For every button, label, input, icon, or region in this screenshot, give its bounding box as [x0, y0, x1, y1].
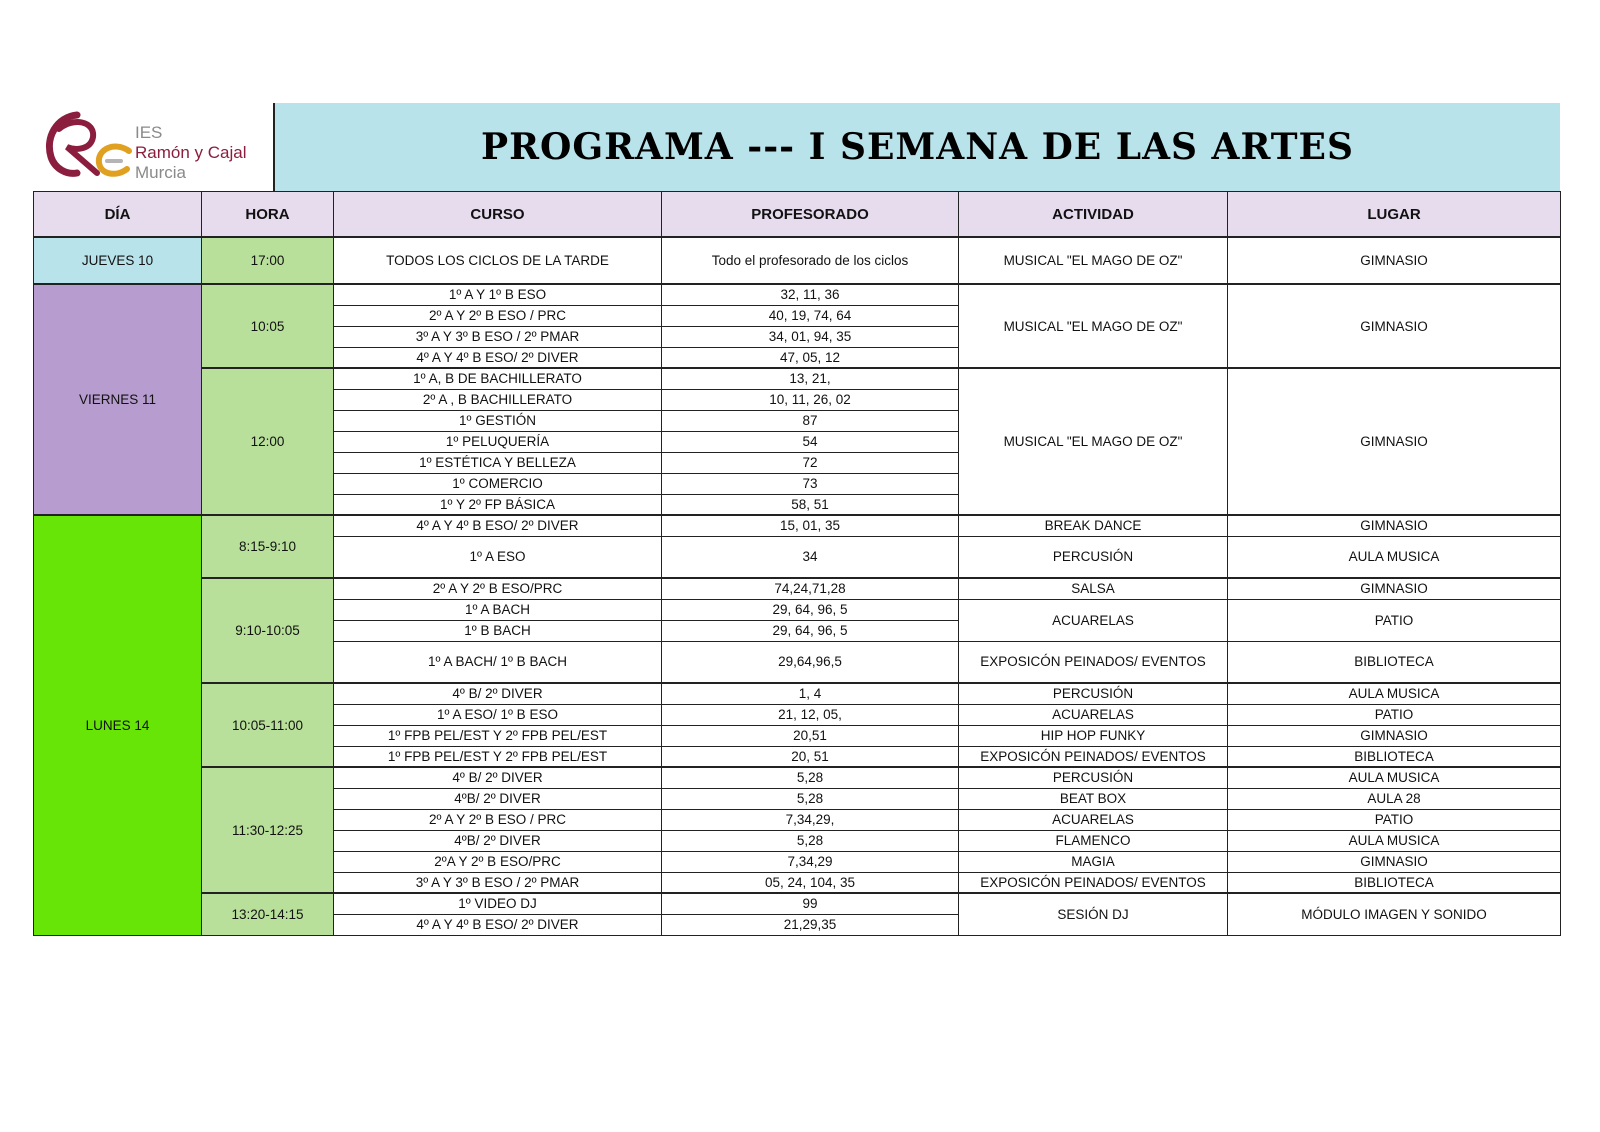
prof-cell: 34	[662, 536, 959, 578]
activity-cell: EXPOSICÓN PEINADOS/ EVENTOS	[959, 746, 1228, 767]
time-cell: 8:15-9:10	[202, 515, 334, 578]
place-cell: GIMNASIO	[1228, 578, 1561, 599]
prof-cell: 21, 12, 05,	[662, 704, 959, 725]
curso-cell: 1º A ESO/ 1º B ESO	[334, 704, 662, 725]
page-header	[33, 103, 1560, 191]
prof-cell: 40, 19, 74, 64	[662, 305, 959, 326]
prof-cell: 5,28	[662, 767, 959, 788]
table-row	[34, 683, 1561, 704]
table-row	[34, 368, 1561, 389]
logo-line-ies: IES	[135, 123, 163, 142]
prof-cell: 1, 4	[662, 683, 959, 704]
prof-cell: 73	[662, 473, 959, 494]
time-cell: 11:30-12:25	[202, 767, 334, 893]
curso-cell: 1º FPB PEL/EST Y 2º FPB PEL/EST	[334, 746, 662, 767]
activity-cell: PERCUSIÓN	[959, 536, 1228, 578]
place-cell: BIBLIOTECA	[1228, 746, 1561, 767]
place-cell: PATIO	[1228, 599, 1561, 641]
curso-cell: 1º PELUQUERÍA	[334, 431, 662, 452]
table-row	[34, 237, 1561, 284]
table-row	[34, 893, 1561, 914]
time-cell: 10:05-11:00	[202, 683, 334, 767]
prof-cell: 05, 24, 104, 35	[662, 872, 959, 893]
prof-cell: Todo el profesorado de los ciclos	[662, 237, 959, 284]
prof-cell: 5,28	[662, 830, 959, 851]
curso-cell: 1º Y 2º FP BÁSICA	[334, 494, 662, 515]
place-cell: GIMNASIO	[1228, 725, 1561, 746]
place-cell: GIMNASIO	[1228, 237, 1561, 284]
activity-cell: BREAK DANCE	[959, 515, 1228, 536]
curso-cell: 1º A BACH/ 1º B BACH	[334, 641, 662, 683]
curso-cell: 2º A , B BACHILLERATO	[334, 389, 662, 410]
table-row	[34, 578, 1561, 599]
prof-cell: 29, 64, 96, 5	[662, 599, 959, 620]
prof-cell: 15, 01, 35	[662, 515, 959, 536]
prof-cell: 29, 64, 96, 5	[662, 620, 959, 641]
header-hora: HORA	[202, 192, 334, 238]
prof-cell: 21,29,35	[662, 914, 959, 935]
table-header-row	[34, 192, 1561, 238]
table-row	[34, 284, 1561, 305]
prof-cell: 47, 05, 12	[662, 347, 959, 368]
curso-cell: 2ºA Y 2º B ESO/PRC	[334, 851, 662, 872]
title-banner	[275, 103, 1560, 191]
activity-cell: ACUARELAS	[959, 704, 1228, 725]
curso-cell: 1º A BACH	[334, 599, 662, 620]
curso-cell: 3º A Y 3º B ESO / 2º PMAR	[334, 872, 662, 893]
prof-cell: 20,51	[662, 725, 959, 746]
prof-cell: 5,28	[662, 788, 959, 809]
curso-cell: 1º VIDEO DJ	[334, 893, 662, 914]
curso-cell: TODOS LOS CICLOS DE LA TARDE	[334, 237, 662, 284]
prof-cell: 13, 21,	[662, 368, 959, 389]
curso-cell: 1º A, B DE BACHILLERATO	[334, 368, 662, 389]
header-lugar: LUGAR	[1228, 192, 1561, 238]
curso-cell: 4º B/ 2º DIVER	[334, 683, 662, 704]
place-cell: AULA MUSICA	[1228, 683, 1561, 704]
curso-cell: 1º A ESO	[334, 536, 662, 578]
logo-line-name: Ramón y Cajal	[135, 143, 247, 162]
place-cell: AULA MUSICA	[1228, 767, 1561, 788]
place-cell: BIBLIOTECA	[1228, 641, 1561, 683]
place-cell: MÓDULO IMAGEN Y SONIDO	[1228, 893, 1561, 935]
curso-cell: 1º ESTÉTICA Y BELLEZA	[334, 452, 662, 473]
curso-cell: 4º A Y 4º B ESO/ 2º DIVER	[334, 515, 662, 536]
curso-cell: 1º GESTIÓN	[334, 410, 662, 431]
activity-cell: MUSICAL "EL MAGO DE OZ"	[959, 237, 1228, 284]
curso-cell: 4º A Y 4º B ESO/ 2º DIVER	[334, 914, 662, 935]
place-cell: PATIO	[1228, 704, 1561, 725]
header-profesorado: PROFESORADO	[662, 192, 959, 238]
activity-cell: PERCUSIÓN	[959, 683, 1228, 704]
prof-cell: 20, 51	[662, 746, 959, 767]
prof-cell: 7,34,29,	[662, 809, 959, 830]
place-cell: PATIO	[1228, 809, 1561, 830]
activity-cell: BEAT BOX	[959, 788, 1228, 809]
table-row	[34, 767, 1561, 788]
prof-cell: 74,24,71,28	[662, 578, 959, 599]
place-cell: GIMNASIO	[1228, 284, 1561, 368]
time-cell: 9:10-10:05	[202, 578, 334, 683]
activity-cell: MUSICAL "EL MAGO DE OZ"	[959, 368, 1228, 515]
prof-cell: 29,64,96,5	[662, 641, 959, 683]
place-cell: AULA MUSICA	[1228, 536, 1561, 578]
curso-cell: 4ºB/ 2º DIVER	[334, 830, 662, 851]
activity-cell: MAGIA	[959, 851, 1228, 872]
place-cell: BIBLIOTECA	[1228, 872, 1561, 893]
day-cell: VIERNES 11	[34, 284, 202, 515]
prof-cell: 34, 01, 94, 35	[662, 326, 959, 347]
curso-cell: 1º FPB PEL/EST Y 2º FPB PEL/EST	[334, 725, 662, 746]
time-cell: 13:20-14:15	[202, 893, 334, 935]
logo-mark-icon	[37, 107, 133, 187]
curso-cell: 3º A Y 3º B ESO / 2º PMAR	[334, 326, 662, 347]
header-actividad: ACTIVIDAD	[959, 192, 1228, 238]
place-cell: GIMNASIO	[1228, 851, 1561, 872]
activity-cell: MUSICAL "EL MAGO DE OZ"	[959, 284, 1228, 368]
prof-cell: 87	[662, 410, 959, 431]
curso-cell: 1º COMERCIO	[334, 473, 662, 494]
curso-cell: 2º A Y 2º B ESO/PRC	[334, 578, 662, 599]
header-curso: CURSO	[334, 192, 662, 238]
activity-cell: SALSA	[959, 578, 1228, 599]
curso-cell: 1º B BACH	[334, 620, 662, 641]
prof-cell: 54	[662, 431, 959, 452]
prof-cell: 99	[662, 893, 959, 914]
header-dia: DÍA	[34, 192, 202, 238]
time-cell: 12:00	[202, 368, 334, 515]
time-cell: 10:05	[202, 284, 334, 368]
day-cell: LUNES 14	[34, 515, 202, 935]
place-cell: GIMNASIO	[1228, 368, 1561, 515]
activity-cell: SESIÓN DJ	[959, 893, 1228, 935]
prof-cell: 10, 11, 26, 02	[662, 389, 959, 410]
curso-cell: 4º B/ 2º DIVER	[334, 767, 662, 788]
place-cell: AULA 28	[1228, 788, 1561, 809]
page-title: PROGRAMA --- I SEMANA DE LAS ARTES	[481, 126, 1354, 168]
curso-cell: 2º A Y 2º B ESO / PRC	[334, 305, 662, 326]
activity-cell: HIP HOP FUNKY	[959, 725, 1228, 746]
place-cell: GIMNASIO	[1228, 515, 1561, 536]
place-cell: AULA MUSICA	[1228, 830, 1561, 851]
prof-cell: 58, 51	[662, 494, 959, 515]
activity-cell: ACUARELAS	[959, 809, 1228, 830]
curso-cell: 4ºB/ 2º DIVER	[334, 788, 662, 809]
curso-cell: 4º A Y 4º B ESO/ 2º DIVER	[334, 347, 662, 368]
logo-line-city: Murcia	[135, 163, 187, 182]
prof-cell: 32, 11, 36	[662, 284, 959, 305]
school-logo	[33, 103, 275, 191]
prof-cell: 72	[662, 452, 959, 473]
curso-cell: 1º A Y 1º B ESO	[334, 284, 662, 305]
day-cell: JUEVES 10	[34, 237, 202, 284]
activity-cell: PERCUSIÓN	[959, 767, 1228, 788]
activity-cell: ACUARELAS	[959, 599, 1228, 641]
program-table	[33, 191, 1561, 936]
activity-cell: EXPOSICÓN PEINADOS/ EVENTOS	[959, 641, 1228, 683]
curso-cell: 2º A Y 2º B ESO / PRC	[334, 809, 662, 830]
activity-cell: FLAMENCO	[959, 830, 1228, 851]
prof-cell: 7,34,29	[662, 851, 959, 872]
activity-cell: EXPOSICÓN PEINADOS/ EVENTOS	[959, 872, 1228, 893]
time-cell: 17:00	[202, 237, 334, 284]
table-row	[34, 515, 1561, 536]
